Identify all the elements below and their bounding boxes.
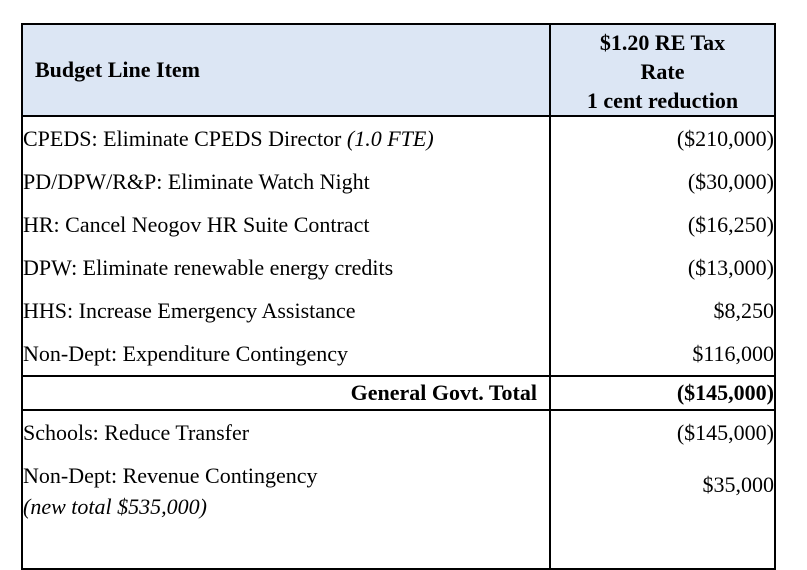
row-item-text: CPEDS: Eliminate CPEDS Director <box>23 125 347 151</box>
row-amount: ($16,250) <box>550 203 775 246</box>
row-item-text: HR: Cancel Neogov HR Suite Contract <box>22 203 550 246</box>
row-item-note: (new total $535,000) <box>23 494 207 519</box>
table-row <box>22 332 775 376</box>
total-amount: ($145,000) <box>550 376 775 410</box>
row-amount: $8,250 <box>550 289 775 332</box>
rate-header-line-1: $1.20 RE Tax <box>599 29 726 55</box>
table-row <box>22 289 775 332</box>
column-header-budget-line-item: Budget Line Item <box>22 24 550 116</box>
row-item-text: Schools: Reduce Transfer <box>22 410 550 454</box>
row-amount: ($30,000) <box>550 160 775 203</box>
row-amount: $35,000 <box>550 454 775 569</box>
row-amount: ($13,000) <box>550 246 775 289</box>
row-item-text: PD/DPW/R&P: Eliminate Watch Night <box>22 160 550 203</box>
table-row <box>22 246 775 289</box>
total-label: General Govt. Total <box>22 376 550 410</box>
rate-header-line-3: 1 cent reduction <box>586 87 739 113</box>
table-row <box>22 410 775 454</box>
table-row <box>22 454 775 569</box>
header-row <box>22 24 775 116</box>
rate-header-line-2: Rate <box>640 58 685 84</box>
table-row <box>22 203 775 246</box>
table-row <box>22 160 775 203</box>
row-item-text: HHS: Increase Emergency Assistance <box>22 289 550 332</box>
row-item-text: Non-Dept: Expenditure Contingency <box>22 332 550 376</box>
row-item-text: Non-Dept: Revenue Contingency <box>23 463 318 488</box>
column-header-tax-rate <box>550 24 775 116</box>
row-amount: $116,000 <box>550 332 775 376</box>
row-item-text: DPW: Eliminate renewable energy credits <box>22 246 550 289</box>
row-item-cell <box>22 454 550 569</box>
budget-table <box>21 23 776 570</box>
table-row <box>22 116 775 160</box>
row-item-cell <box>22 116 550 160</box>
row-amount: ($145,000) <box>550 410 775 454</box>
row-amount: ($210,000) <box>550 116 775 160</box>
row-item-note: (1.0 FTE) <box>346 125 434 151</box>
total-row <box>22 376 775 410</box>
